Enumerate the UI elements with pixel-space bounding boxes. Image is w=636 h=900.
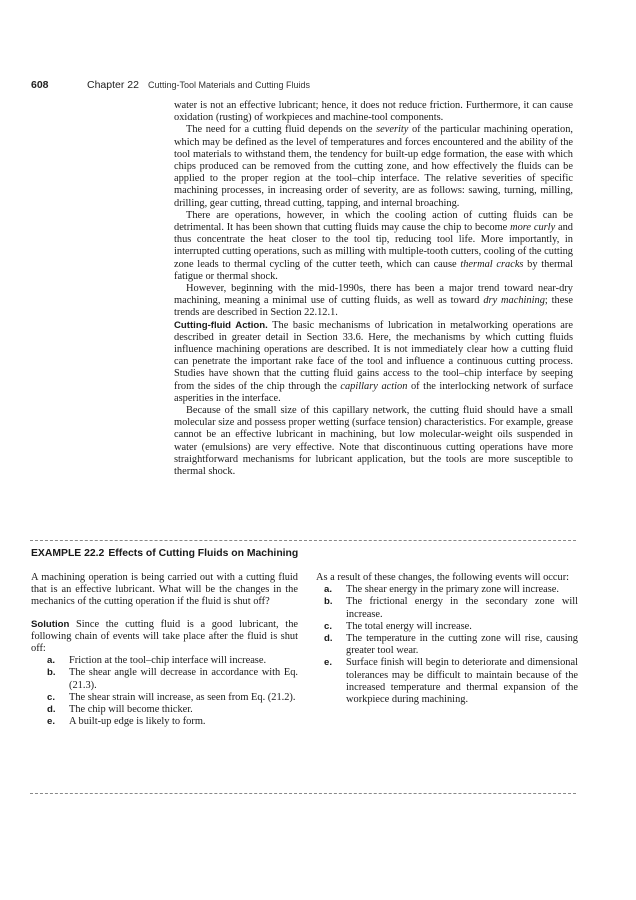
example-solution: Solution Since the cutting fluid is a good lubricant, the following chain of events will take place after the fluid is shut off:	[31, 618, 298, 655]
paragraph: Cutting-fluid Action. The basic mechanisms of lubrication in metalworking operations are described in greater detail in Section 33.6. Here, the mechanisms by which cutting fluids influence machining operations are described. It is not immediately clear how a cutting fluid can penetrate the important rake face of the tool and influence a continuous cutting process. Studies have shown that the cutting fluid gains access to the tool–chip interface by seeping from the sides of the chip through the capillary action of the interlocking network of surface asperities in the interface.	[174, 319, 574, 404]
list-item-text: The temperature in the cutting zone will rise, causing greater tool wear.	[346, 633, 578, 657]
list-item	[324, 657, 578, 706]
solution-list	[31, 655, 298, 728]
run-in-heading: Cutting-fluid Action.	[174, 319, 268, 331]
list-marker: d.	[324, 633, 333, 645]
list-item	[324, 596, 578, 620]
paragraph: Because of the small size of this capillary network, the cutting fluid should have a small molecular size and possess proper wetting (surface tension) characteristics. For example, grease cannot be an effective lubricant in machining, but low molecular-weight oils suspended in water (emulsions) are very effective. Note that discontinuous cutting operations have more straightforward mechanisms for lubricant application, but the tools are more susceptible to thermal shock.	[174, 405, 573, 478]
emphasis: severity	[376, 124, 409, 136]
list-item	[47, 667, 298, 691]
list-marker: b.	[324, 596, 333, 608]
list-item-text: A built-up edge is likely to form.	[69, 716, 206, 728]
example-title: Effects of Cutting Fluids on Machining	[108, 548, 299, 559]
list-item	[47, 692, 298, 704]
example-right-column	[316, 572, 578, 706]
list-item	[324, 584, 578, 596]
body-text	[174, 100, 573, 478]
chapter-number: Chapter 22	[87, 79, 139, 91]
paragraph: However, beginning with the mid-1990s, there has been a major trend toward near-dry machining, meaning a minimal use of cutting fluids, as well as toward dry machining; these trends are described in Section 22.12.1.	[174, 283, 573, 319]
list-marker: e.	[47, 716, 56, 728]
list-marker: d.	[47, 704, 56, 716]
list-item	[324, 621, 578, 633]
example-top-rule	[30, 540, 576, 541]
list-marker: a.	[324, 584, 333, 596]
example-heading	[31, 548, 571, 559]
chapter-title: Cutting-Tool Materials and Cutting Fluids	[147, 80, 311, 90]
list-item-text: The shear strain will increase, as seen from Eq. (21.2).	[69, 691, 296, 703]
list-item-text: Surface finish will begin to deteriorate and dimensional tolerances may be difficult to maintain because of the increased temperature and thermal expansion of the workpiece during machining.	[346, 657, 578, 706]
list-item-text: The shear angle will decrease in accordance with Eq. (21.3).	[69, 667, 298, 691]
list-marker: e.	[324, 657, 333, 669]
list-item-text: The total energy will increase.	[346, 620, 472, 632]
paragraph: water is not an effective lubricant; hence, it does not reduce friction. Furthermore, it can cause oxidation (rusting) of workpieces and machine-tool components.	[174, 100, 573, 124]
list-item	[324, 633, 578, 657]
list-marker: a.	[47, 655, 56, 667]
list-marker: b.	[47, 667, 56, 679]
emphasis: more curly	[510, 222, 556, 234]
list-item-text: Friction at the tool–chip interface will increase.	[69, 655, 267, 667]
emphasis: dry machining	[483, 295, 545, 307]
emphasis: thermal cracks	[460, 258, 524, 270]
paragraph: There are operations, however, in which the cooling action of cutting fluids can be detrimental. It has been shown that cutting fluids may cause the chip to become more curly and thus concentrate the heat closer to the tool tip, reducing tool life. More importantly, in interrupted cutting operations, such as milling with multiple-tooth cutters, cooling of the cutting zone leads to thermal cycling of the cutter teeth, which can cause thermal cracks by thermal fatigue or thermal shock.	[174, 209, 573, 282]
list-item	[47, 704, 298, 716]
running-header	[31, 79, 596, 91]
solution-label: Solution	[31, 618, 70, 630]
example-bottom-rule	[30, 793, 576, 794]
emphasis: capillary action	[340, 380, 408, 392]
list-marker: c.	[324, 620, 333, 632]
results-list	[316, 584, 578, 706]
list-item	[47, 716, 298, 728]
page-number: 608	[31, 79, 49, 91]
results-intro: As a result of these changes, the following events will occur:	[316, 572, 570, 583]
paragraph: The need for a cutting fluid depends on the severity of the particular machining operation, which may be defined as the level of temperatures and forces encountered and the ability of the tool materials to withstand them, the tendency for built-up edge formation, the ease with which chips produced can be removed from the cutting zone, and how effectively the fluids can be applied to the proper region at the tool–chip interface. The relative severities of specific machining processes, in increasing order of severity, are as follows: sawing, turning, milling, drilling, gear cutting, thread cutting, tapping, and internal broaching.	[174, 124, 573, 209]
list-item-text: The shear energy in the primary zone will increase.	[346, 584, 560, 596]
list-item-text: The chip will become thicker.	[69, 704, 193, 716]
example-label: EXAMPLE 22.2	[31, 548, 105, 559]
list-marker: c.	[47, 691, 56, 703]
example-left-column	[31, 572, 298, 728]
list-item-text: The frictional energy in the secondary zone will increase.	[346, 596, 578, 620]
example-problem: A machining operation is being carried out with a cutting fluid that is an effective lubricant. What will be the changes in the mechanics of the cutting operation if the fluid is shut off?	[31, 572, 298, 608]
list-item	[47, 655, 298, 667]
